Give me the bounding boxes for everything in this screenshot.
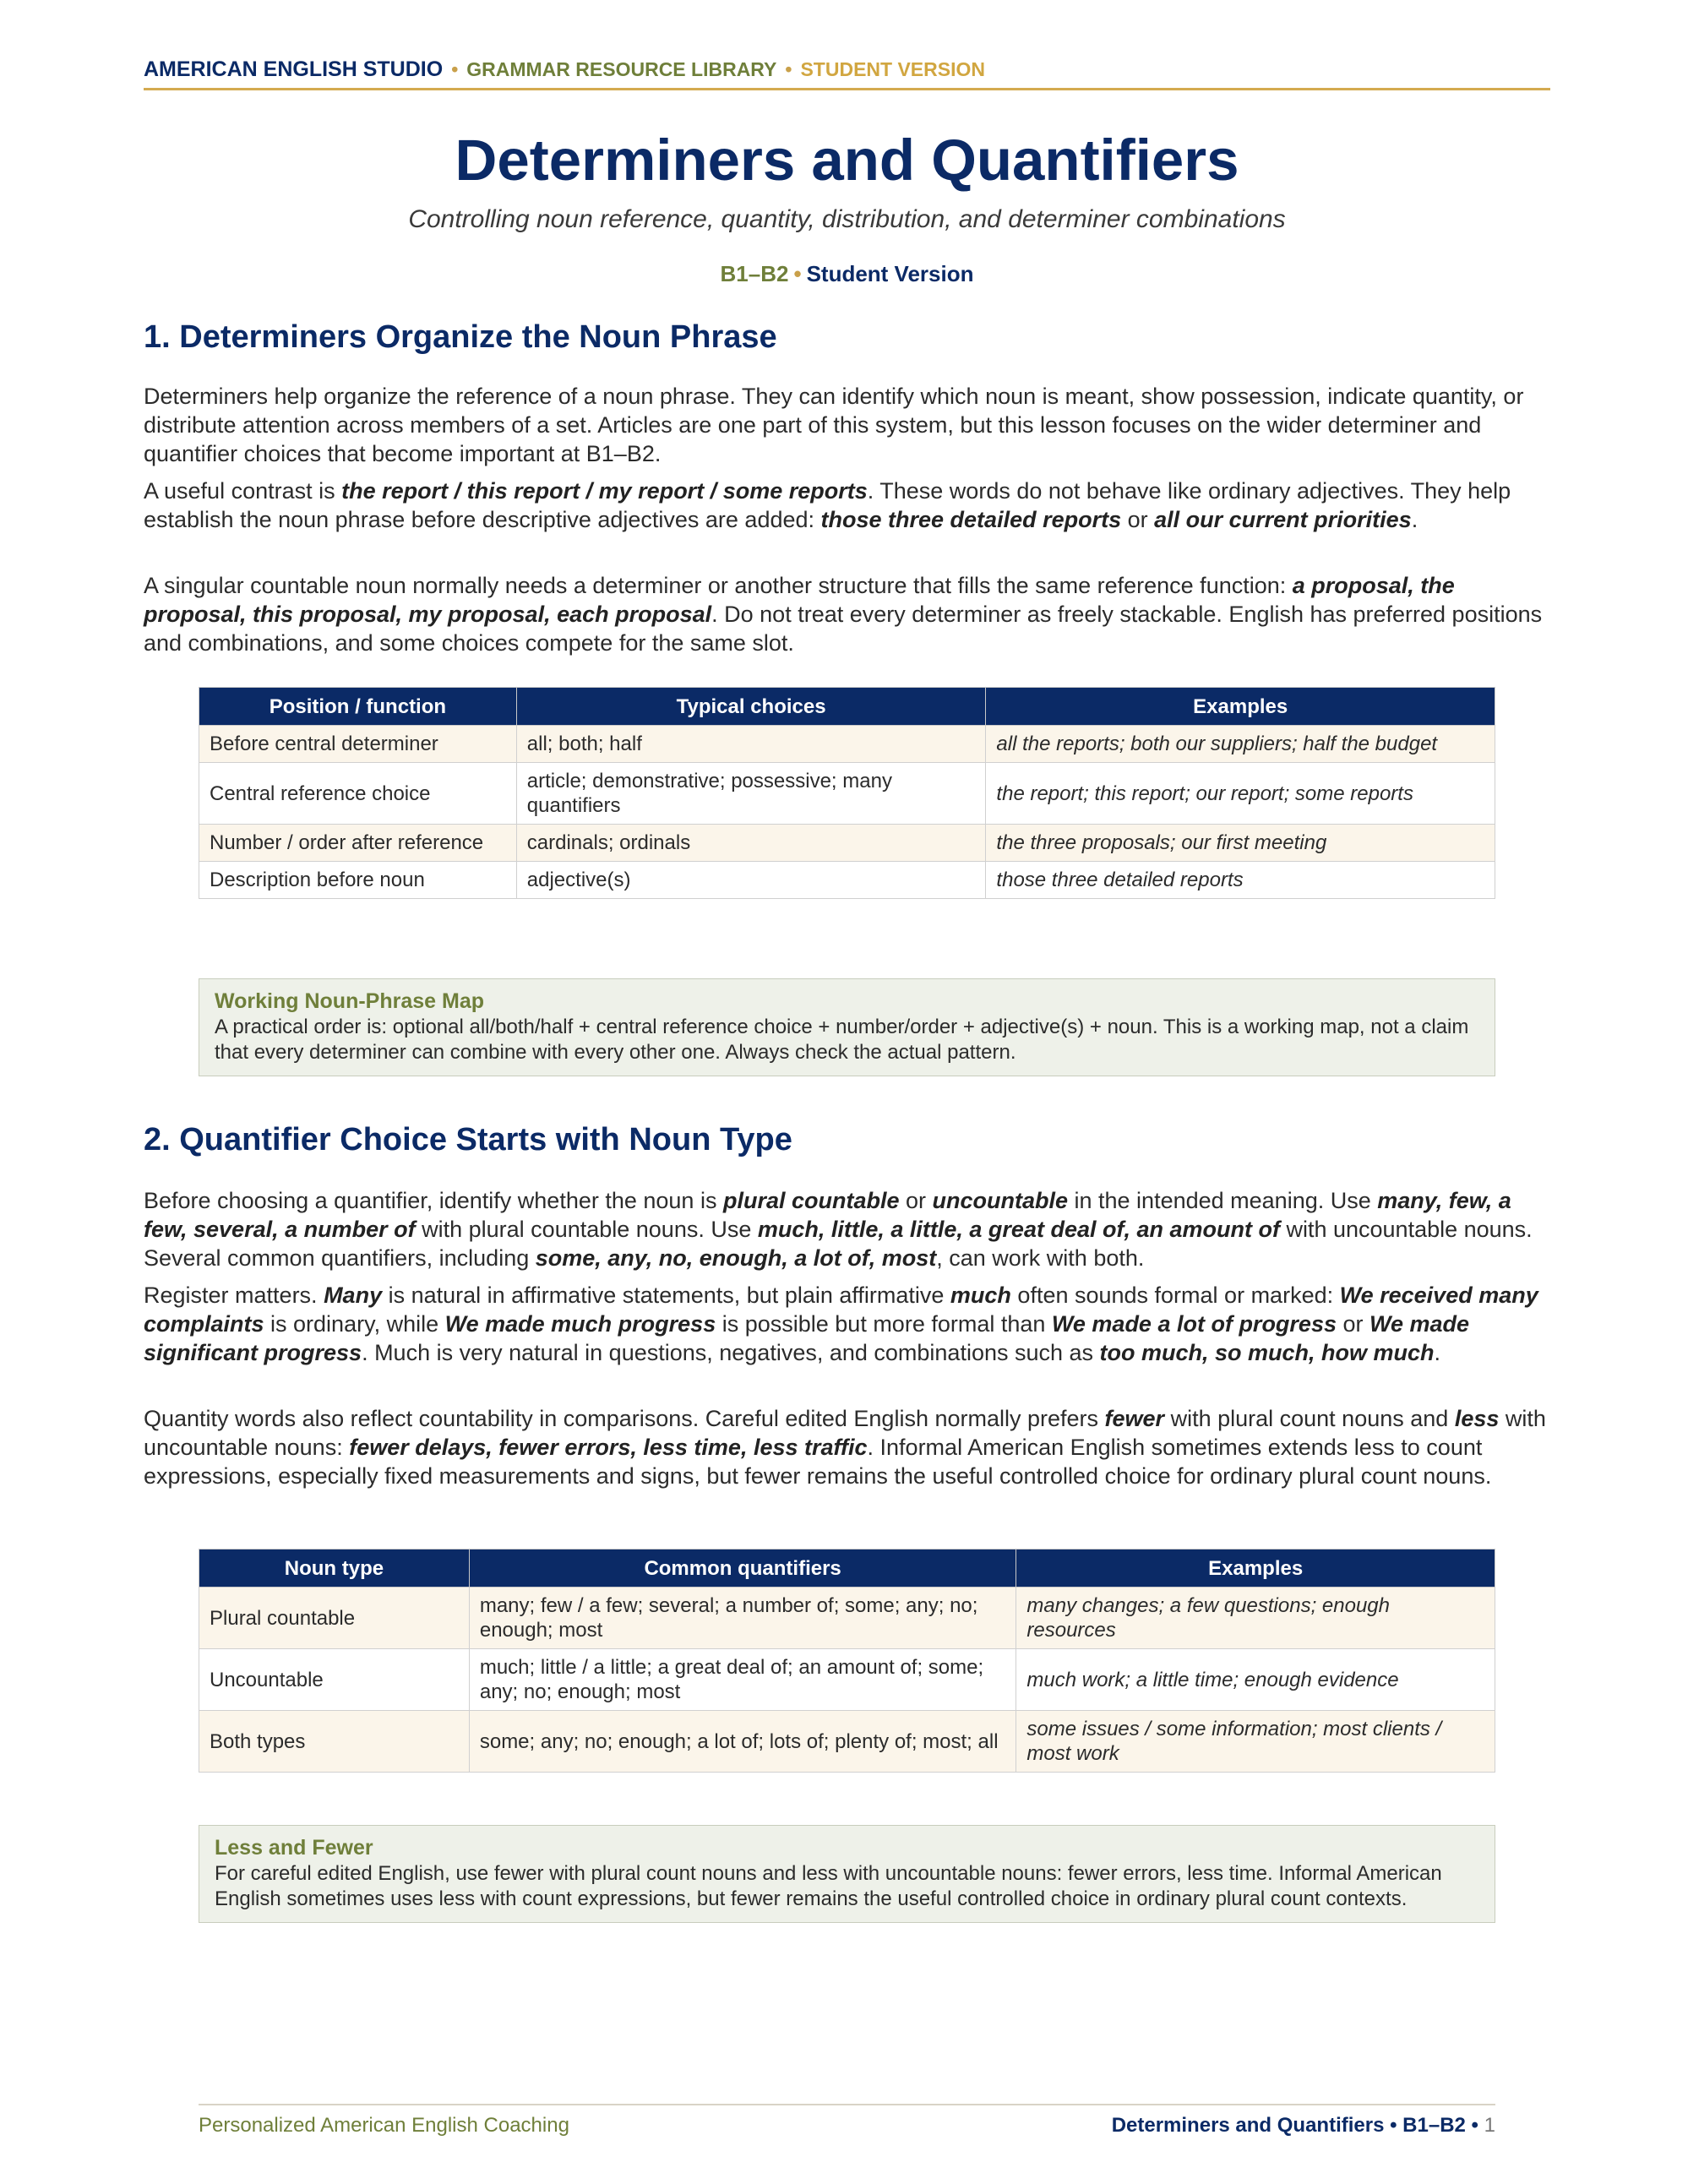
note-title: Less and Fewer [215, 1836, 373, 1860]
choices-cell: article; demonstrative; possessive; many quantifiers [516, 763, 986, 825]
table-row [199, 825, 1495, 862]
emphasized-example: We made much progress [444, 1311, 716, 1337]
note-title: Working Noun-Phrase Map [215, 989, 485, 1013]
brand-name: AMERICAN ENGLISH STUDIO [144, 57, 444, 81]
emphasized-example: fewer delays, fewer errors, less time, less traffic [349, 1435, 868, 1460]
footer-right [1112, 2114, 1495, 2138]
text-run: Register matters. [144, 1283, 324, 1308]
text-run: or [899, 1188, 933, 1213]
row-label-cell: Both types [199, 1711, 470, 1773]
row-label-cell: Uncountable [199, 1649, 470, 1711]
emphasized-example: many, few, a few, several, a number of [144, 1188, 1511, 1242]
text-run: . Much is very natural in questions, negatives, and combinations such as [362, 1340, 1100, 1365]
paragraph [144, 1186, 1550, 1272]
emphasized-example: a proposal, the proposal, this proposal, my proposal, each proposal [144, 573, 1455, 627]
column-header: Examples [1016, 1549, 1495, 1588]
text-run: is ordinary, while [264, 1311, 445, 1337]
footer-left: Personalized American English Coaching [199, 2114, 569, 2137]
emphasized-example: much [950, 1283, 1011, 1308]
table-header-row [199, 1549, 1495, 1588]
text-run: Quantity words also reflect countability in comparisons. Careful edited English normally prefers [144, 1406, 1105, 1431]
text-run: A useful contrast is [144, 478, 342, 504]
emphasized-example: uncountable [932, 1188, 1068, 1213]
note-body: A practical order is: optional all/both/half + central reference choice + number/order + adjective(s) + noun. This is a working map, not a claim that every determiner can combine with every other one. Always check the actual pattern. [215, 1016, 1469, 1064]
table-row [199, 1711, 1495, 1773]
version-label: Student Version [806, 261, 974, 286]
table-row [199, 1649, 1495, 1711]
column-header: Typical choices [516, 688, 986, 726]
text-run: often sounds formal or marked: [1010, 1283, 1340, 1308]
text-run: . [1434, 1340, 1441, 1365]
choices-cell: adjective(s) [516, 862, 986, 899]
row-label-cell: Central reference choice [199, 763, 517, 825]
text-run: Before choosing a quantifier, identify whether the noun is [144, 1188, 723, 1213]
examples-cell: those three detailed reports [986, 862, 1495, 899]
choices-cell: cardinals; ordinals [516, 825, 986, 862]
text-run: . [1411, 507, 1418, 532]
emphasized-example: all our current priorities [1154, 507, 1412, 532]
text-run: A singular countable noun normally needs a determiner or another structure that fills the same reference function: [144, 573, 1293, 598]
determiner-position-table [199, 687, 1495, 899]
emphasized-example: too much, so much, how much [1099, 1340, 1435, 1365]
choices-cell: all; both; half [516, 726, 986, 763]
paragraph [144, 1404, 1550, 1490]
table-row [199, 763, 1495, 825]
row-label-cell: Number / order after reference [199, 825, 517, 862]
table-header-row [199, 688, 1495, 726]
table-row [199, 862, 1495, 899]
text-run: with uncountable nouns. Several common quantifiers, including [144, 1217, 1533, 1271]
paragraph [144, 571, 1550, 657]
footer-doc-label: Determiners and Quantifiers • B1–B2 • [1111, 2114, 1478, 2137]
quantifier-table [199, 1549, 1495, 1773]
level-label: B1–B2 [720, 261, 789, 286]
level-line [144, 261, 1550, 287]
note-box [199, 1825, 1495, 1923]
text-run: with plural countable nouns. Use [415, 1217, 758, 1242]
examples-cell: many changes; a few questions; enough resources [1016, 1588, 1495, 1649]
header-separator: • [451, 58, 459, 80]
page-subtitle: Controlling noun reference, quantity, distribution, and determiner combinations [408, 205, 1286, 233]
text-run: or [1336, 1311, 1369, 1337]
text-run: with uncountable nouns: [144, 1406, 1546, 1460]
emphasized-example: some, any, no, enough, a lot of, most [535, 1245, 937, 1271]
running-header [144, 57, 1550, 90]
column-header: Position / function [199, 688, 517, 726]
emphasized-example: We made significant progress [144, 1311, 1470, 1365]
row-label-cell: Description before noun [199, 862, 517, 899]
emphasized-example: plural countable [722, 1188, 900, 1213]
emphasized-example: Many [324, 1283, 383, 1308]
section-heading: 1. Determiners Organize the Noun Phrase [144, 319, 777, 355]
text-run: is natural in affirmative statements, but plain affirmative [382, 1283, 950, 1308]
examples-cell: the three proposals; our first meeting [986, 825, 1495, 862]
level-separator: • [793, 261, 802, 286]
column-header: Common quantifiers [469, 1549, 1016, 1588]
text-run: or [1121, 507, 1155, 532]
text-run: with plural count nouns and [1164, 1406, 1455, 1431]
choices-cell: much; little / a little; a great deal of; an amount of; some; any; no; enough; most [469, 1649, 1016, 1711]
emphasized-example: the report / this report / my report / some reports [341, 478, 868, 504]
library-name: GRAMMAR RESOURCE LIBRARY [466, 58, 777, 80]
column-header: Noun type [199, 1549, 470, 1588]
emphasized-example: We made a lot of progress [1051, 1311, 1337, 1337]
column-header: Examples [986, 688, 1495, 726]
emphasized-example: much, little, a little, a great deal of, an amount of [757, 1217, 1280, 1242]
emphasized-example: those three detailed reports [820, 507, 1122, 532]
version-label: STUDENT VERSION [800, 58, 985, 80]
note-box [199, 978, 1495, 1076]
text-run: . These words do not behave like ordinary adjectives. They help establish the noun phrase before descriptive adjectives are added: [144, 478, 1511, 532]
section-heading: 2. Quantifier Choice Starts with Noun Type [144, 1122, 792, 1157]
text-run: . Informal American English sometimes extends less to count expressions, especially fixed measurements and signs, but fewer remains the useful controlled choice for ordinary plural count nouns. [144, 1435, 1492, 1489]
paragraph [144, 1281, 1550, 1367]
page-number: 1 [1484, 2114, 1495, 2137]
text-run: , can work with both. [936, 1245, 1145, 1271]
choices-cell: some; any; no; enough; a lot of; lots of; plenty of; most; all [469, 1711, 1016, 1773]
text-run: is possible but more formal than [716, 1311, 1052, 1337]
table-row [199, 726, 1495, 763]
emphasized-example: We received many complaints [144, 1283, 1538, 1337]
paragraph: Determiners help organize the reference of a noun phrase. They can identify which noun is meant, show possession, indicate quantity, or distribute attention across members of a set. Articles are one part of this system, but this lesson focuses on the wider determiner and quantifier choices that become important at B1–B2. [144, 384, 1524, 466]
running-footer [199, 2104, 1495, 2138]
emphasized-example: fewer [1104, 1406, 1165, 1431]
page-title: Determiners and Quantifiers [455, 128, 1239, 193]
row-label-cell: Before central determiner [199, 726, 517, 763]
examples-cell: some issues / some information; most clients / most work [1016, 1711, 1495, 1773]
paragraph [144, 477, 1550, 534]
emphasized-example: less [1454, 1406, 1500, 1431]
note-body: For careful edited English, use fewer with plural count nouns and less with uncountable nouns: fewer errors, less time. Informal American English sometimes uses less with count expressions, but fewer remains the useful controlled choice in ordinary plural count contexts. [215, 1862, 1442, 1910]
header-separator: • [785, 58, 792, 80]
table-row [199, 1588, 1495, 1649]
examples-cell: the report; this report; our report; some reports [986, 763, 1495, 825]
text-run: in the intended meaning. Use [1068, 1188, 1378, 1213]
text-run: . Do not treat every determiner as freely stackable. English has preferred positions and combinations, and some choices compete for the same slot. [144, 602, 1543, 656]
row-label-cell: Plural countable [199, 1588, 470, 1649]
examples-cell: much work; a little time; enough evidence [1016, 1649, 1495, 1711]
examples-cell: all the reports; both our suppliers; half the budget [986, 726, 1495, 763]
choices-cell: many; few / a few; several; a number of; some; any; no; enough; most [469, 1588, 1016, 1649]
